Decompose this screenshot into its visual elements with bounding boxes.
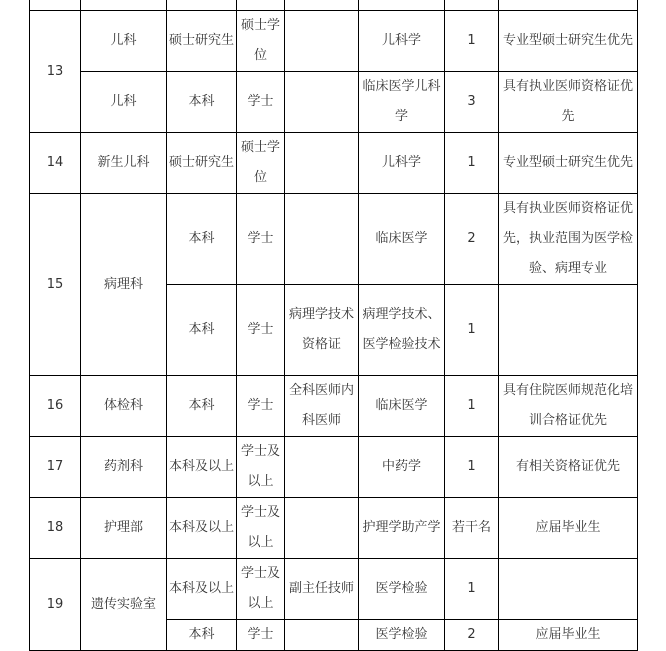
degree-cell: 学士 bbox=[237, 72, 285, 133]
major-cell: 临床医学 bbox=[359, 194, 445, 285]
education-cell: 本科 bbox=[167, 194, 237, 285]
table-row bbox=[30, 559, 638, 620]
degree-cell: 学士及以上 bbox=[237, 498, 285, 559]
education-cell: 硕士研究生 bbox=[167, 11, 237, 72]
degree-cell: 学士 bbox=[237, 620, 285, 651]
note-cell: 应届毕业生 bbox=[499, 498, 638, 559]
major-cell: 护理学助产学 bbox=[359, 498, 445, 559]
department-cell: 儿科 bbox=[81, 11, 167, 72]
education-cell: 硕士研究生 bbox=[167, 133, 237, 194]
education-cell: 本科 bbox=[167, 285, 237, 376]
title-cell bbox=[285, 194, 359, 285]
note-cell bbox=[499, 285, 638, 376]
table-cell bbox=[445, 0, 499, 11]
education-cell: 本科及以上 bbox=[167, 437, 237, 498]
title-cell: 病理学技术资格证 bbox=[285, 285, 359, 376]
note-cell: 专业型硕士研究生优先 bbox=[499, 133, 638, 194]
row-number: 18 bbox=[30, 498, 81, 559]
table-row bbox=[30, 498, 638, 559]
note-cell: 具有执业医师资格证优先，执业范围为医学检验、病理专业 bbox=[499, 194, 638, 285]
degree-cell: 硕士学位 bbox=[237, 11, 285, 72]
table-cell bbox=[499, 0, 638, 11]
major-cell: 临床医学 bbox=[359, 376, 445, 437]
note-cell: 有相关资格证优先 bbox=[499, 437, 638, 498]
degree-cell: 学士 bbox=[237, 285, 285, 376]
row-number: 14 bbox=[30, 133, 81, 194]
note-cell: 具有住院医师规范化培训合格证优先 bbox=[499, 376, 638, 437]
major-cell: 医学检验 bbox=[359, 620, 445, 651]
row-number: 19 bbox=[30, 559, 81, 651]
table-cell bbox=[237, 0, 285, 11]
major-cell: 中药学 bbox=[359, 437, 445, 498]
education-cell: 本科 bbox=[167, 620, 237, 651]
degree-cell: 学士 bbox=[237, 194, 285, 285]
title-cell bbox=[285, 620, 359, 651]
table-cell bbox=[285, 0, 359, 11]
count-cell: 1 bbox=[445, 133, 499, 194]
education-cell: 本科 bbox=[167, 72, 237, 133]
education-cell: 本科 bbox=[167, 376, 237, 437]
education-cell: 本科及以上 bbox=[167, 559, 237, 620]
department-cell: 新生儿科 bbox=[81, 133, 167, 194]
table-row bbox=[30, 376, 638, 437]
education-cell: 本科及以上 bbox=[167, 498, 237, 559]
count-cell: 1 bbox=[445, 11, 499, 72]
row-number: 13 bbox=[30, 11, 81, 133]
department-cell: 护理部 bbox=[81, 498, 167, 559]
table-row bbox=[30, 11, 638, 72]
table-row bbox=[30, 0, 638, 11]
major-cell: 临床医学儿科学 bbox=[359, 72, 445, 133]
count-cell: 若干名 bbox=[445, 498, 499, 559]
count-cell: 1 bbox=[445, 437, 499, 498]
count-cell: 1 bbox=[445, 376, 499, 437]
note-cell: 应届毕业生 bbox=[499, 620, 638, 651]
degree-cell: 硕士学位 bbox=[237, 133, 285, 194]
count-cell: 1 bbox=[445, 285, 499, 376]
department-cell: 体检科 bbox=[81, 376, 167, 437]
degree-cell: 学士 bbox=[237, 376, 285, 437]
row-number: 15 bbox=[30, 194, 81, 376]
table-row bbox=[30, 194, 638, 285]
note-cell bbox=[499, 559, 638, 620]
count-cell: 2 bbox=[445, 194, 499, 285]
count-cell: 3 bbox=[445, 72, 499, 133]
count-cell: 1 bbox=[445, 559, 499, 620]
table-cell bbox=[81, 0, 167, 11]
table-cell bbox=[30, 0, 81, 11]
note-cell: 具有执业医师资格证优先 bbox=[499, 72, 638, 133]
title-cell bbox=[285, 133, 359, 194]
row-number: 16 bbox=[30, 376, 81, 437]
major-cell: 儿科学 bbox=[359, 11, 445, 72]
department-cell: 遗传实验室 bbox=[81, 559, 167, 651]
note-cell: 专业型硕士研究生优先 bbox=[499, 11, 638, 72]
degree-cell: 学士及以上 bbox=[237, 559, 285, 620]
count-cell: 2 bbox=[445, 620, 499, 651]
table-row bbox=[30, 133, 638, 194]
table-row bbox=[30, 437, 638, 498]
table-cell bbox=[167, 0, 237, 11]
title-cell: 全科医师内科医师 bbox=[285, 376, 359, 437]
title-cell: 副主任技师 bbox=[285, 559, 359, 620]
major-cell: 儿科学 bbox=[359, 133, 445, 194]
department-cell: 病理科 bbox=[81, 194, 167, 376]
title-cell bbox=[285, 437, 359, 498]
table-cell bbox=[359, 0, 445, 11]
title-cell bbox=[285, 72, 359, 133]
recruitment-table bbox=[29, 0, 638, 651]
department-cell: 药剂科 bbox=[81, 437, 167, 498]
title-cell bbox=[285, 498, 359, 559]
major-cell: 病理学技术、医学检验技术 bbox=[359, 285, 445, 376]
title-cell bbox=[285, 11, 359, 72]
row-number: 17 bbox=[30, 437, 81, 498]
department-cell: 儿科 bbox=[81, 72, 167, 133]
table-row bbox=[30, 72, 638, 133]
degree-cell: 学士及以上 bbox=[237, 437, 285, 498]
major-cell: 医学检验 bbox=[359, 559, 445, 620]
